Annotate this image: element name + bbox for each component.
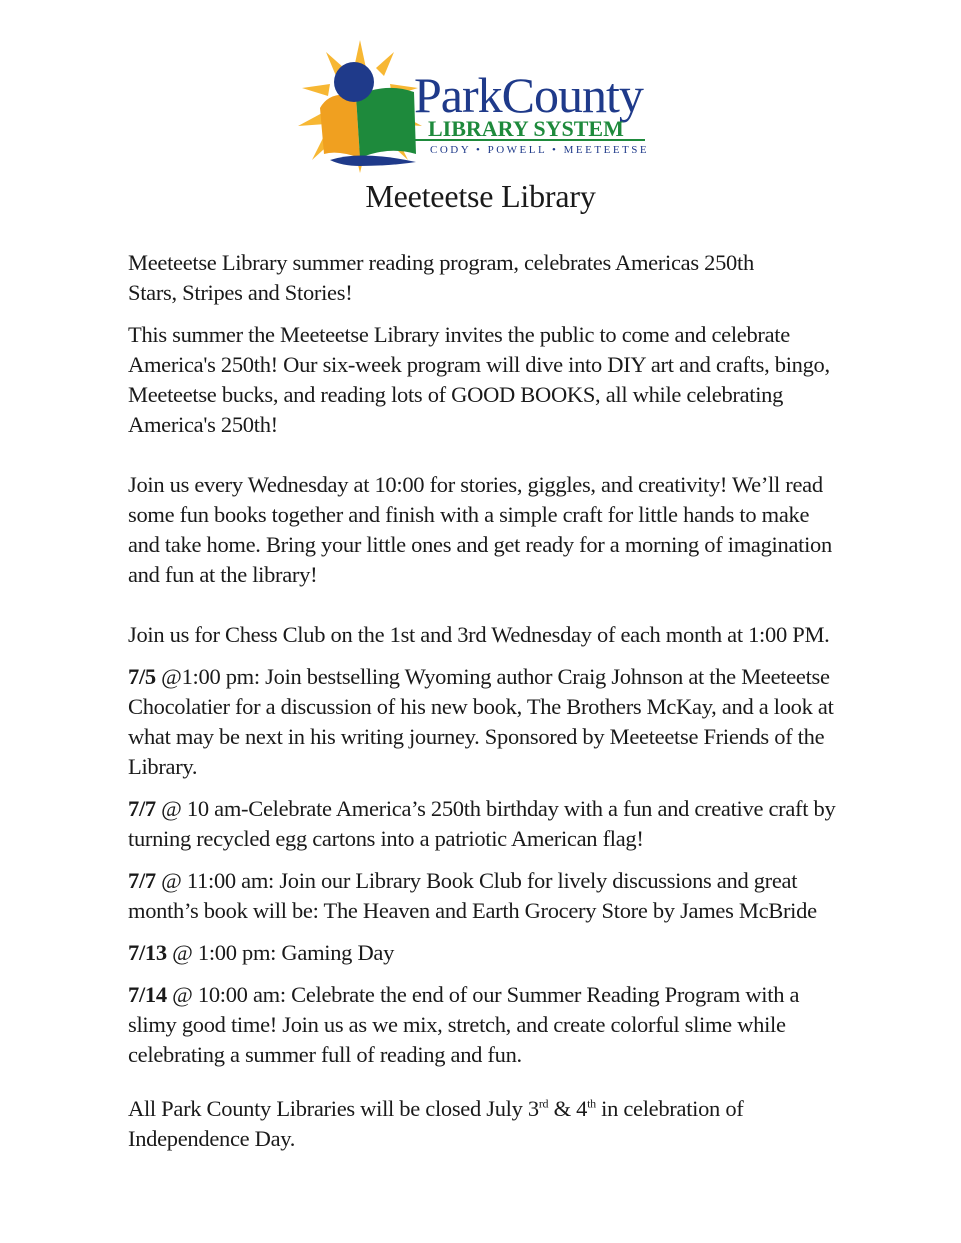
document-body: [128, 248, 838, 1154]
event-text: @ 10 am-Celebrate America’s 250th birthday with a fun and creative craft by turning recycled egg cartons into a patriotic American flag!: [128, 796, 836, 851]
event-item: [128, 866, 838, 926]
event-item: [128, 794, 838, 854]
event-text: @ 1:00 pm: Gaming Day: [166, 940, 395, 965]
park-county-library-logo: [290, 38, 680, 178]
logo-locations: CODY • POWELL • MEETEETSE: [430, 144, 650, 156]
closing-notice: [128, 1094, 838, 1154]
closing-sup1: rd: [538, 1096, 549, 1111]
event-date: 7/14: [128, 982, 167, 1007]
closing-sup2: th: [587, 1096, 596, 1111]
event-item: [128, 662, 838, 782]
intro-line1: Meeteetse Library summer reading program, celebrates Americas 250th: [128, 250, 754, 275]
closing-part2: & 4: [548, 1096, 588, 1121]
program-description: This summer the Meeteetse Library invites the public to come and celebrate America's 250th! Our six-week program will dive into DIY art and crafts, bingo, Meeteetse bucks, and reading lots of GOOD BOOKS, all while celebrating America's 250th!: [128, 322, 830, 437]
reader-head-icon: [334, 62, 374, 102]
event-item: [128, 938, 838, 968]
event-text: @ 11:00 am: Join our Library Book Club for lively discussions and great month’s book will be: The Heaven and Earth Grocery Store by James McBride: [128, 868, 817, 923]
event-item: [128, 980, 838, 1070]
event-text: @1:00 pm: Join bestselling Wyoming author Craig Johnson at the Meeteetse Chocolatier for a discussion of his new book, The Brothers McKay, and a look at what may be next in his writing journey. Sponsored by Meeteetse Friends of the Library.: [128, 664, 834, 779]
event-date: 7/7: [128, 796, 156, 821]
intro-line2: Stars, Stripes and Stories!: [128, 280, 353, 305]
event-date: 7/13: [128, 940, 167, 965]
intro: [128, 248, 838, 308]
page-title: Meeteetse Library: [365, 178, 596, 214]
closing-part3: in celebration of Independence Day.: [128, 1096, 744, 1151]
storytime-description: Join us every Wednesday at 10:00 for stories, giggles, and creativity! We’ll read some fun books together and finish with a simple craft for little hands to make and take home. Bring your little ones and get ready for a morning of imagination and fun at the library!: [128, 472, 832, 587]
closing-part1: All Park County Libraries will be closed July 3: [128, 1096, 539, 1121]
event-date: 7/7: [128, 868, 156, 893]
event-text: @ 10:00 am: Celebrate the end of our Summer Reading Program with a slimy good time! Join us as we mix, stretch, and create colorful slime while celebrating a summer full of reading and fun.: [128, 982, 800, 1067]
logo-name-line1: ParkCounty: [414, 67, 643, 123]
logo-name-line2: LIBRARY SYSTEM: [428, 116, 624, 141]
chess-club: Join us for Chess Club on the 1st and 3rd Wednesday of each month at 1:00 PM.: [128, 622, 830, 647]
event-date: 7/5: [128, 664, 156, 689]
